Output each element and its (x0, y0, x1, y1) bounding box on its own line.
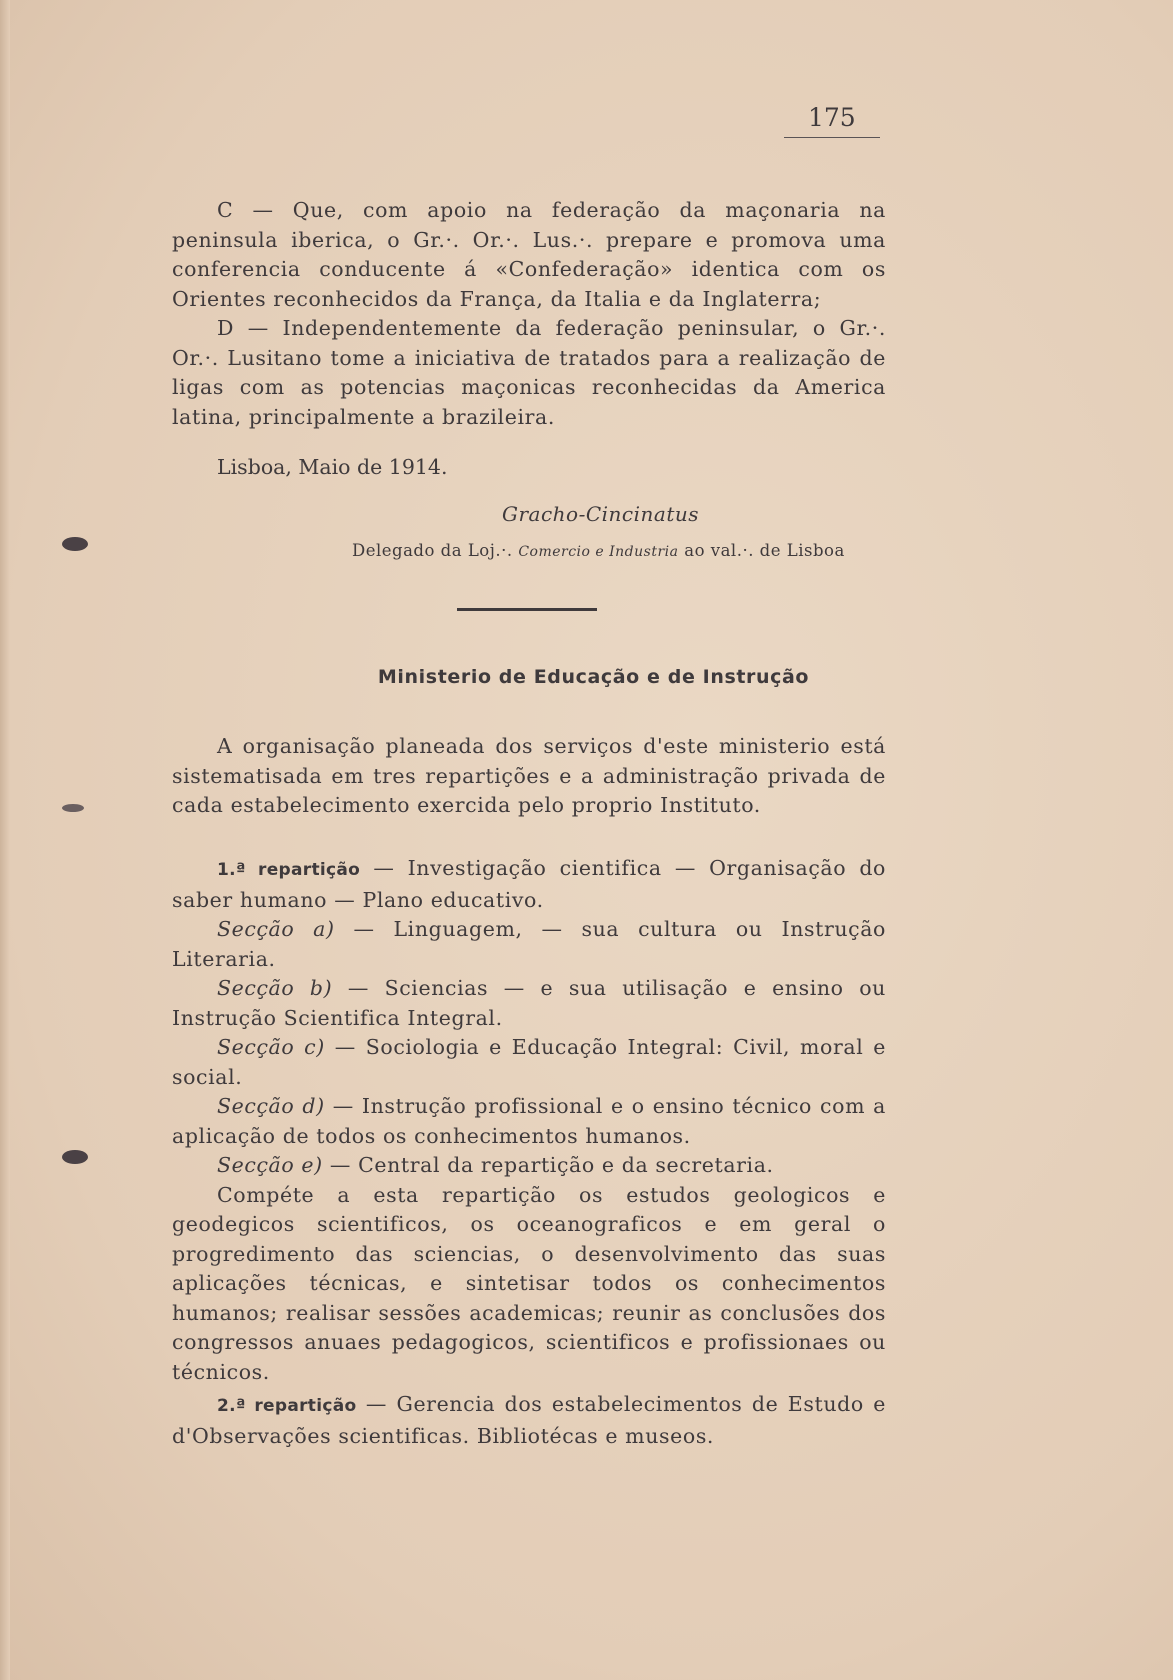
delegate-prefix: Delegado da Loj.·. (352, 541, 513, 560)
seccao-b-label: Secção b) (217, 976, 333, 1000)
seccao-e-text: — Central da repartição e da secretaria. (322, 1153, 774, 1177)
organisation-text (172, 732, 886, 821)
seccao-b (172, 974, 886, 1033)
delegate-line (352, 541, 845, 560)
first-rep-paragraph (172, 854, 886, 915)
seccao-c-label: Secção c) (217, 1035, 325, 1059)
organisation-paragraph: A organisação planeada dos serviços d'este ministerio está sistematisada em tres repartições e a administração privada de cada estabelecimento exercida pelo proprio Instituto. (172, 734, 886, 817)
seccao-d-label: Secção d) (217, 1094, 325, 1118)
compete-paragraph: Compéte a esta repartição os estudos geologicos e geodegicos scientificos, os oceanograficos e em geral o progredimento das sciencias, o desenvolvimento das suas aplicações técnicas, e sintetisar todos os conhecimentos humanos; realisar sessões academicas; reunir as conclusões dos congressos anuaes pedagogicos, scientificos e profissionaes ou técnicos. (172, 1182, 886, 1384)
first-rep-text: — Investigação cientifica — Organisação do saber humano — Plano educativo. (172, 856, 886, 912)
seccao-e-label: Secção e) (217, 1153, 323, 1177)
second-repartition (172, 1390, 886, 1451)
page-number: 175 (808, 103, 856, 132)
second-rep-label: 2.ª repartição (217, 1396, 357, 1416)
section-divider (457, 608, 597, 611)
first-rep-label: 1.ª repartição (217, 860, 361, 880)
second-rep-paragraph (172, 1390, 886, 1451)
seccao-d-text: — Instrução profissional e o ensino técnico com a aplicação de todos os conhecimentos humanos. (172, 1094, 886, 1148)
intro-text (172, 196, 886, 432)
page-number-rule (784, 137, 880, 138)
intro-paragraph-c: C — Que, com apoio na federação da maçonaria na peninsula iberica, o Gr.·. Or.·. Lus.·. prepare e promova uma conferencia conducente á «Confederação» identica com os Orientes reconhecidos da França, da Italia e da Inglaterra; (172, 198, 886, 311)
signature: Gracho-Cincinatus (502, 502, 700, 526)
seccao-a-text: — Linguagem, — sua cultura ou Instrução Literaria. (172, 917, 886, 971)
seccao-c-text: — Sociologia e Educação Integral: Civil, moral e social. (172, 1035, 886, 1089)
first-repartition (172, 854, 886, 1387)
binding-hole-bottom (62, 1150, 88, 1164)
seccao-c (172, 1033, 886, 1092)
page-edge (0, 0, 10, 1680)
binding-hole-top (62, 537, 88, 551)
seccao-d (172, 1092, 886, 1151)
intro-paragraph-d: D — Independentemente da federação peninsular, o Gr.·. Or.·. Lusitano tome a iniciativa de tratados para a realização de ligas com as potencias maçonicas reconhecidas da America latina, principalmente a brazileira. (172, 316, 886, 429)
binding-hole-middle (62, 804, 84, 812)
place-date: Lisboa, Maio de 1914. (217, 455, 448, 479)
seccao-e (172, 1151, 886, 1181)
delegate-lodge: Comercio e Industria (518, 544, 679, 560)
seccao-a-label: Secção a) (217, 917, 335, 941)
section-heading: Ministerio de Educação e de Instrução (377, 666, 810, 688)
seccao-b-text: — Sciencias — e sua utilisação e ensino ou Instrução Scientifica Integral. (172, 976, 886, 1030)
delegate-suffix: ao val.·. de Lisboa (684, 541, 845, 560)
seccao-a (172, 915, 886, 974)
second-rep-text: — Gerencia dos estabelecimentos de Estudo e d'Observações scientificas. Bibliotécas e museos. (172, 1392, 886, 1448)
